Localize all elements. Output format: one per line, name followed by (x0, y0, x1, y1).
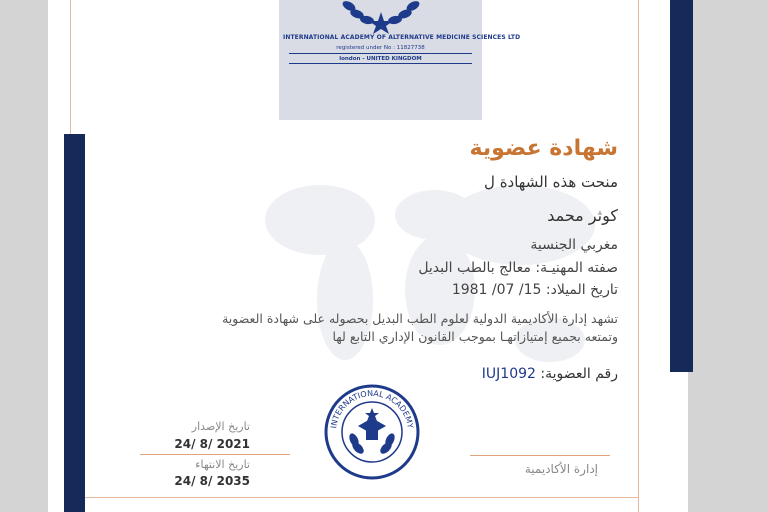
academy-location: london - UNITED KINGDOM (339, 56, 422, 62)
declaration-line-2: وتمتعه بجميع إمتيازاتهـا بموجب القانون الإداري التابع لها (332, 329, 618, 344)
issue-date-label: تاريخ الإصدار (191, 420, 250, 433)
certificate-title: شهادة عضوية (469, 136, 618, 161)
membership-number-row (482, 366, 618, 382)
navy-bar-left (64, 134, 85, 512)
issue-date-rule (140, 454, 290, 455)
profession: صفته المهنيـة: معالج بالطب البديل (418, 260, 618, 276)
logo-divider (289, 53, 472, 54)
seal-text: INTERNATIONAL ACADEMY (329, 388, 415, 429)
birth-date: تاريخ الميلاد: 15/ 07/ 1981 (451, 282, 618, 298)
nationality: مغربي الجنسية (530, 237, 618, 253)
membership-label: رقم العضوية: (540, 366, 618, 382)
expiry-date-value: 24/ 8/ 2035 (174, 474, 250, 488)
declaration-line-1: تشهد إدارة الأكاديمية الدولية لعلوم الطب البديل بحصوله على شهادة العضوية (222, 311, 618, 326)
academy-administration-label: إدارة الأكاديمية (524, 462, 598, 476)
laurel-star-emblem-icon (335, 0, 427, 34)
academy-logo-banner (279, 0, 521, 120)
registration-number: registered under No : 11827738 (336, 45, 425, 51)
expiry-date-label: تاريخ الانتهاء (195, 458, 250, 471)
logo-divider (289, 63, 472, 64)
signature-rule (470, 455, 610, 456)
issue-date-value: 24/ 8/ 2021 (174, 437, 250, 451)
frame-right-rule (638, 0, 639, 512)
member-name: كوثر محمد (547, 206, 618, 225)
navy-bar-right (670, 0, 693, 372)
membership-number: IUJ1092 (481, 366, 536, 382)
academy-name: INTERNATIONAL ACADEMY OF ALTERNATIVE MEDICINE SCIENCES LTD (283, 34, 521, 41)
granted-to-text: منحت هذه الشهادة ل (484, 173, 618, 191)
frame-bottom-rule (70, 497, 638, 498)
academy-seal-icon (322, 382, 422, 482)
